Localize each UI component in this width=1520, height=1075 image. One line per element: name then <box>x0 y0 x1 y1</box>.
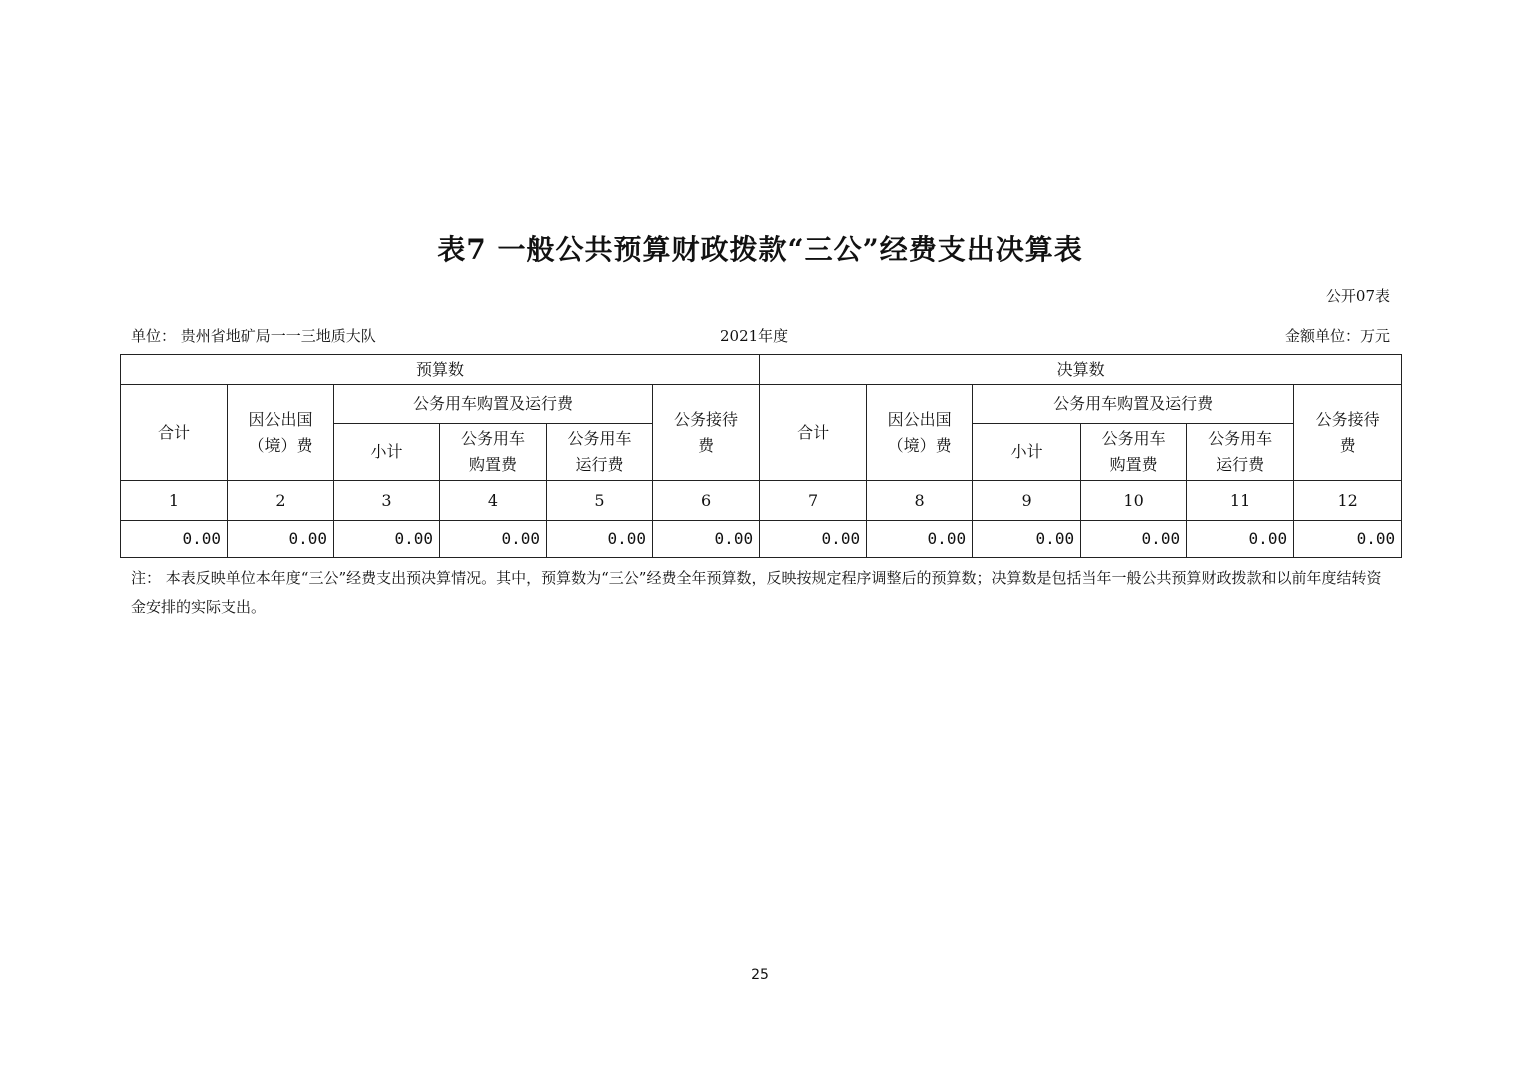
value-cell: 0.00 <box>1187 521 1294 558</box>
form-id: 公开07表 <box>1325 287 1390 305</box>
value-cell: 0.00 <box>547 521 653 558</box>
header-purchase-final: 公务用车 购置费 <box>1081 424 1187 481</box>
value-cell: 0.00 <box>228 521 334 558</box>
value-cell: 0.00 <box>1081 521 1187 558</box>
header-vehicle-budget: 公务用车购置及运行费 <box>334 385 653 424</box>
header-total-final: 合计 <box>760 385 867 481</box>
column-number: 8 <box>867 481 973 521</box>
value-cell: 0.00 <box>440 521 547 558</box>
table-note: 注： 本表反映单位本年度“三公”经费支出预决算情况。其中，预算数为“三公”经费全年预算数，反映按规定程序调整后的预算数；决算数是包括当年一般公共预算财政拨款和以前年度结转资金安排的实际支出。 <box>131 569 1382 616</box>
column-number: 12 <box>1294 481 1402 521</box>
year-label: 2021年度 <box>720 327 789 345</box>
column-number: 7 <box>760 481 867 521</box>
column-number: 2 <box>228 481 334 521</box>
header-subtotal-final: 小计 <box>973 424 1081 481</box>
header-total-budget: 合计 <box>121 385 228 481</box>
money-unit-label: 金额单位：万元 <box>1284 327 1390 345</box>
page-number: 25 <box>751 967 769 983</box>
column-number: 3 <box>334 481 440 521</box>
column-number: 5 <box>547 481 653 521</box>
page-title: 表7 一般公共预算财政拨款“三公”经费支出决算表 <box>437 233 1083 266</box>
header-reception-budget: 公务接待 费 <box>653 385 760 481</box>
value-cell: 0.00 <box>1294 521 1402 558</box>
header-running-budget: 公务用车 运行费 <box>547 424 653 481</box>
value-cell: 0.00 <box>760 521 867 558</box>
header-final: 决算数 <box>760 355 1402 385</box>
header-reception-final: 公务接待 费 <box>1294 385 1402 481</box>
unit-label: 单位： 贵州省地矿局一一三地质大队 <box>131 327 376 345</box>
value-cell: 0.00 <box>973 521 1081 558</box>
column-number: 11 <box>1187 481 1294 521</box>
header-abroad-final: 因公出国 （境）费 <box>867 385 973 481</box>
column-number: 9 <box>973 481 1081 521</box>
column-number: 10 <box>1081 481 1187 521</box>
header-vehicle-final: 公务用车购置及运行费 <box>973 385 1294 424</box>
header-purchase-budget: 公务用车 购置费 <box>440 424 547 481</box>
value-cell: 0.00 <box>653 521 760 558</box>
value-cell: 0.00 <box>867 521 973 558</box>
header-subtotal-budget: 小计 <box>334 424 440 481</box>
column-number: 6 <box>653 481 760 521</box>
column-number: 4 <box>440 481 547 521</box>
header-budget: 预算数 <box>121 355 760 385</box>
header-abroad-budget: 因公出国 （境）费 <box>228 385 334 481</box>
value-cell: 0.00 <box>121 521 228 558</box>
three-public-expense-table <box>120 354 1402 558</box>
value-cell: 0.00 <box>334 521 440 558</box>
column-number: 1 <box>121 481 228 521</box>
header-running-final: 公务用车 运行费 <box>1187 424 1294 481</box>
